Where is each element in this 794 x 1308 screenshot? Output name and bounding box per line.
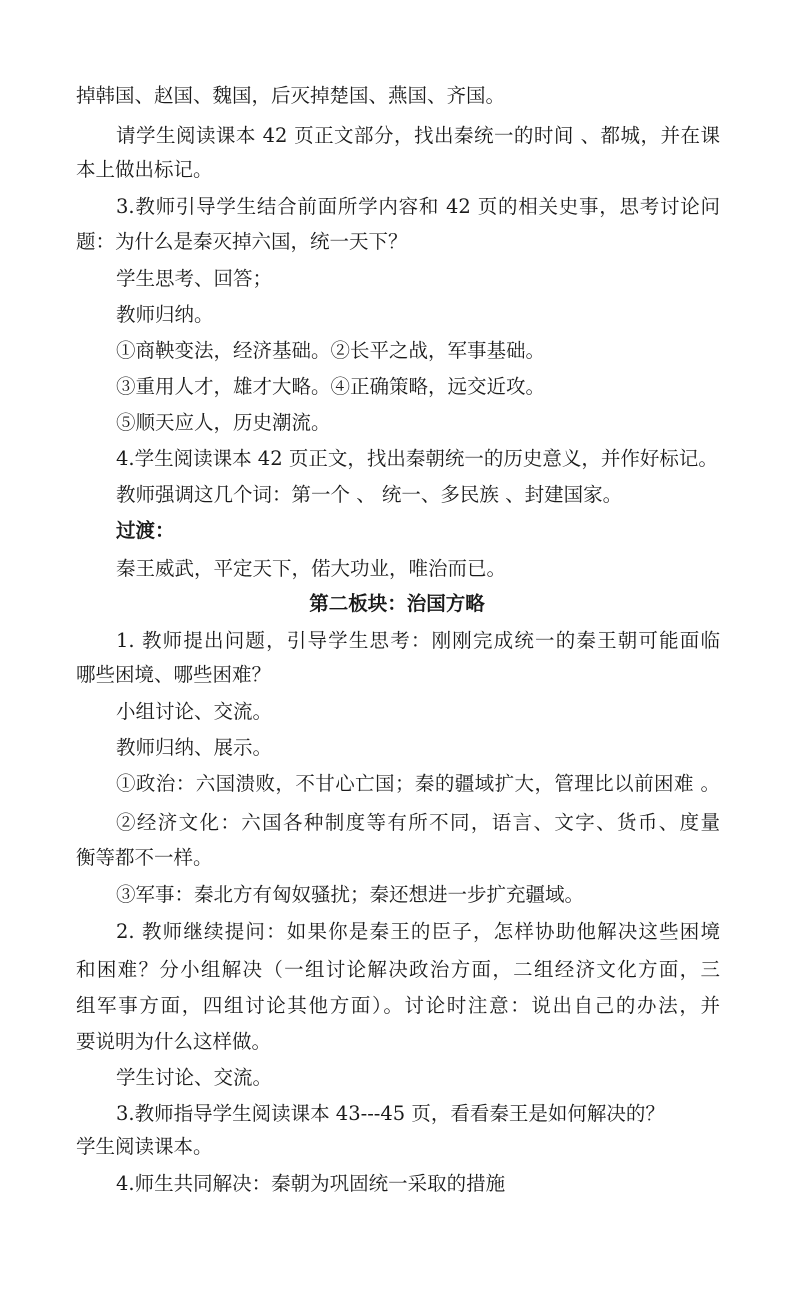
- text-line: 4.学生阅读课本 42 页正文，找出秦朝统一的历史意义，并作好标记。: [116, 447, 718, 470]
- text-line: 组军事方面，四组讨论其他方面）。讨论时注意：说出自己的办法，并: [76, 994, 720, 1017]
- text-line: 哪些困境、哪些困难？: [76, 663, 272, 686]
- text-line: ⑤顺天应人，历史潮流。: [116, 411, 331, 434]
- text-line: 1. 教师提出问题，引导学生思考：刚刚完成统一的秦王朝可能面临: [116, 629, 720, 652]
- text-line: 小组讨论、交流。: [116, 700, 273, 723]
- text-line: 衡等都不一样。: [76, 846, 213, 869]
- text-line: ③军事：秦北方有匈奴骚扰；秦还想进一步扩充疆域。: [116, 883, 585, 906]
- text-line: 3.教师引导学生结合前面所学内容和 42 页的相关史事，思考讨论问: [116, 195, 720, 218]
- text-line: 2. 教师继续提问：如果你是秦王的臣子，怎样协助他解决这些困境: [116, 920, 720, 943]
- text-line: ③重用人才，雄才大略。④正确策略，远交近攻。: [116, 375, 546, 398]
- text-line: 4.师生共同解决：秦朝为巩固统一采取的措施: [116, 1172, 506, 1195]
- text-line: 学生思考、回答；: [116, 267, 273, 290]
- text-line: 请学生阅读课本 42 页正文部分，找出秦统一的时间 、都城，并在课: [116, 124, 720, 147]
- text-line: ①政治：六国溃败，不甘心亡国；秦的疆域扩大，管理比以前困难 。: [116, 772, 720, 795]
- text-line: ①商鞅变法，经济基础。②长平之战，军事基础。: [116, 339, 546, 362]
- text-line: 掉韩国、赵国、魏国，后灭掉楚国、燕国、齐国。: [76, 84, 506, 107]
- text-line: 学生阅读课本。: [76, 1135, 213, 1158]
- text-line: ②经济文化：六国各种制度等有所不同，语言、文字、货币、度量: [116, 811, 720, 834]
- text-line: 学生讨论、交流。: [116, 1066, 273, 1089]
- text-line: 秦王威武，平定天下，偌大功业，唯治而已。: [116, 557, 507, 580]
- text-line: 3.教师指导学生阅读课本 43---45 页，看看秦王是如何解决的？: [116, 1102, 665, 1125]
- text-line: 要说明为什么这样做。: [76, 1030, 272, 1053]
- text-line: 教师强调这几个词：第一个 、 统一、多民族 、封建国家。: [116, 483, 623, 506]
- text-line: 教师归纳。: [116, 303, 214, 326]
- section-heading: 第二板块：治国方略: [309, 592, 485, 615]
- text-line: 教师归纳、展示。: [116, 736, 273, 759]
- section-label: 过渡：: [116, 519, 175, 542]
- text-line: 和困难？分小组解决（一组讨论解决政治方面，二组经济文化方面，三: [76, 958, 720, 981]
- text-line: 题：为什么是秦灭掉六国，统一天下？: [76, 230, 408, 253]
- text-line: 本上做出标记。: [76, 158, 213, 181]
